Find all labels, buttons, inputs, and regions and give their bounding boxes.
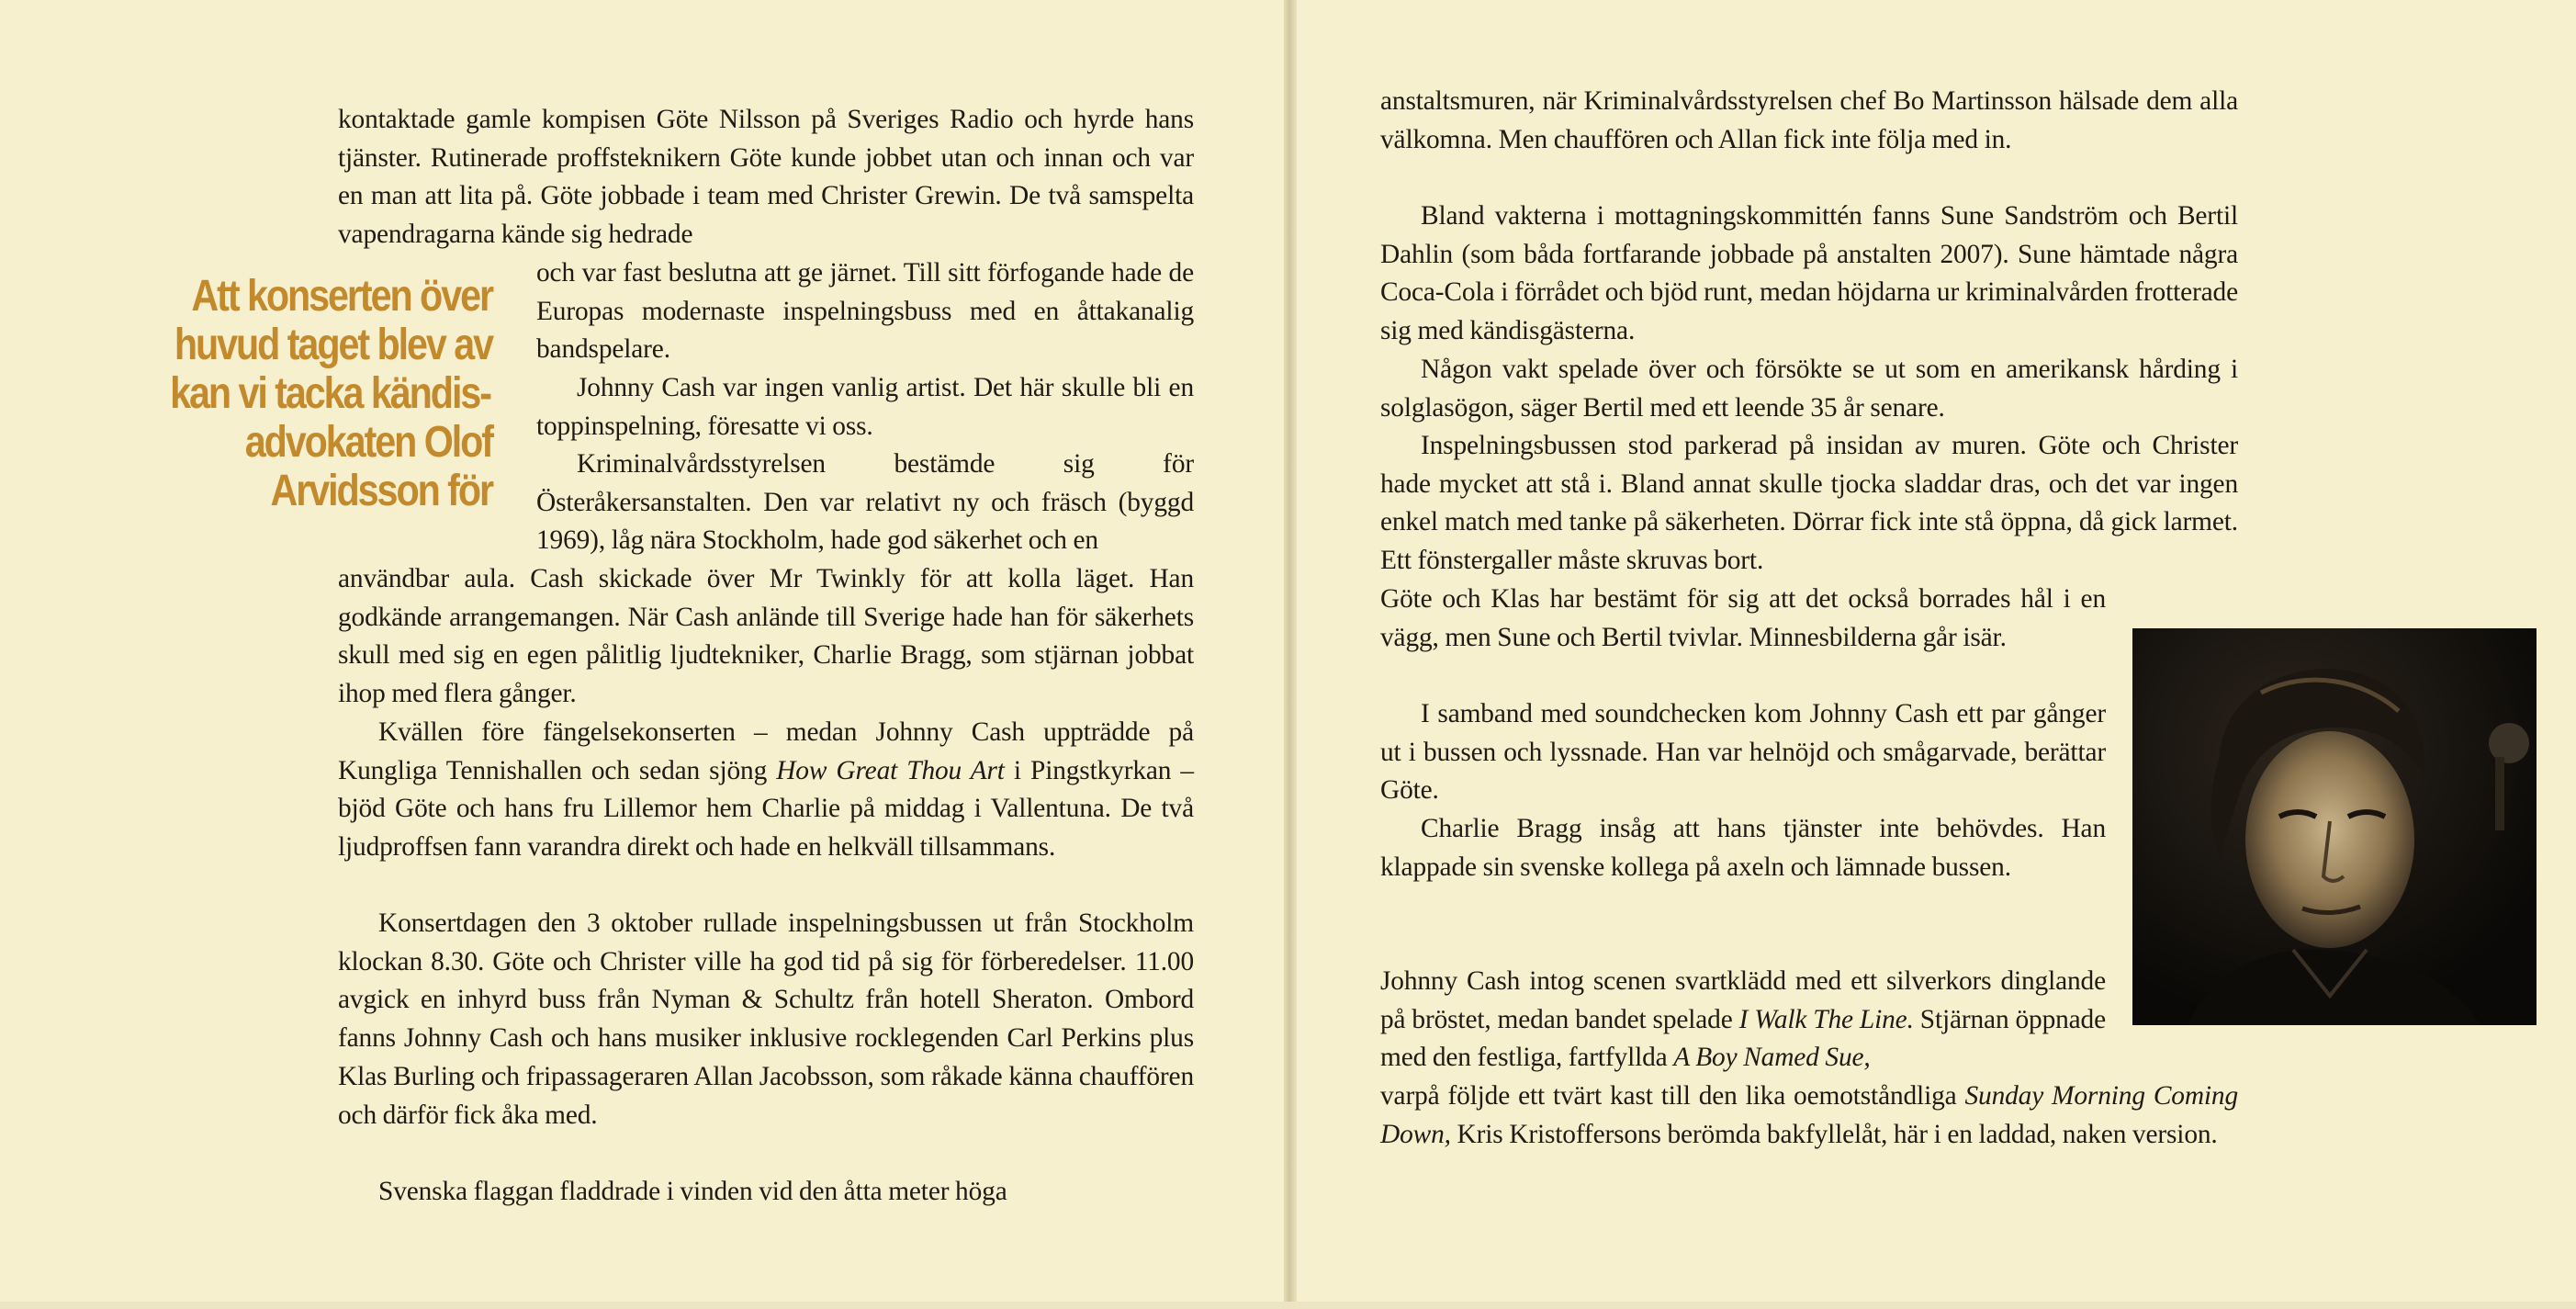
page-bottom-edge <box>0 1302 2576 1309</box>
song-title-a-boy-named-sue: A Boy Named Sue, <box>1673 1043 1871 1073</box>
pull-quote: Att konserten över huvud taget blev av kan vi tacka kändisadvokaten Olof Arvidsson för <box>170 272 492 515</box>
right-p7-text-a: Johnny Cash intog scenen svartklädd med ett silverkors dinglande på bröstet, medan bandet spelade <box>1380 966 2106 1034</box>
right-paragraph-6: Charlie Bragg insåg att hans tjänster inte behövdes. Han klappade sin svenske kollega på axeln och lämnade bussen. <box>1380 814 2106 882</box>
left-paragraph-2: Johnny Cash var ingen vanlig artist. Det här skulle bli en toppinspelning, föresatte vi oss. <box>536 373 1194 441</box>
portrait-illustration <box>2132 628 2537 1025</box>
right-p7-text-d: Kris Kristoffersons berömda bakfyllelåt, här i en laddad, naken version. <box>1457 1119 2218 1149</box>
right-p7-wide <box>1380 1078 2238 1154</box>
song-title-how-great-thou-art: How Great Thou Art <box>776 755 1005 785</box>
right-paragraph-5: I samband med soundchecken kom Johnny Cash ett par gånger ut i bussen och lyssnade. Han var helnöjd och smågarvade, berättar Göte. <box>1380 699 2106 806</box>
left-paragraph-1-top: kontaktade gamle kompisen Göte Nilsson på Sveriges Radio och hyrde hans tjänster. Rutinerade proffsteknikern Göte kunde jobbet utan och innan och var en man att lita på. Göte jobbade i team med Christer Grewin. De två samspelta vapendragarna kände sig hedrade <box>338 105 1194 250</box>
right-p7-text-b: Stjärnan öppnade med den festliga, fartfyllda <box>1380 1004 2106 1073</box>
book-gutter <box>1284 0 1297 1309</box>
right-paragraph-4-narrow: Göte och Klas har bestämt för sig att det också borrades hål i en vägg, men Sune och Bertil tvivlar. Minnesbilderna går isär. <box>1380 584 2106 652</box>
portrait-photo <box>2132 628 2537 1025</box>
right-paragraph-1: anstaltsmuren, när Kriminalvårdsstyrelsen chef Bo Martinsson hälsade dem alla välkomna. Men chauffören och Allan fick inte följa med in. <box>1380 86 2238 154</box>
song-title-sunday-morning-coming-down: Sunday Morning Coming Down, <box>1380 1081 2238 1149</box>
left-p4-text-a: Kvällen före fängelsekonserten – medan Johnny Cash uppträdde på Kungliga Tennishallen och sedan sjöng <box>338 717 1194 785</box>
right-paragraph-4: Inspelningsbussen stod parkerad på insidan av muren. Göte och Christer hade mycket att stå i. Bland annat skulle tjocka sladdar dras, och det var ingen enkel match med tanke på säkerheten. Dörrar fick inte stå öppna, då gick larmet. Ett fönstergaller måste skruvas bort. <box>1380 431 2238 576</box>
left-paragraph-3-narrow: Kriminalvårdsstyrelsen bestämde sig för Österåkersanstalten. Den var relativt ny och fräsch (byggd 1969), låg nära Stockholm, hade god säkerhet och en <box>536 449 1194 556</box>
left-paragraph-1-narrow: och var fast beslutna att ge järnet. Till sitt förfogande hade de Europas modernaste inspelningsbuss med en åttakanalig bandspelare. <box>536 258 1194 365</box>
right-p7-text-c: varpå följde ett tvärt kast till den lika oemotståndliga <box>1380 1081 1957 1112</box>
left-paragraph-6: Svenska flaggan fladdrade i vinden vid den åtta meter höga <box>378 1177 1007 1206</box>
left-paragraph-3-wide: användbar aula. Cash skickade över Mr Twinkly för att kolla läget. Han godkände arrangemangen. När Cash anlände till Sverige hade han för säkerhets skull med sig en egen pålitlig ljudtekniker, Charlie Bragg, som stjärnan jobbat ihop med flera gånger. <box>338 564 1194 709</box>
left-paragraph-5: Konsertdagen den 3 oktober rullade inspelningsbussen ut från Stockholm klockan 8.30. Göte och Christer ville ha god tid på sig för förberedelser. 11.00 avgick en inhyrd buss från Nyman & Schultz från hotell Sheraton. Ombord fanns Johnny Cash och hans musiker inklusive rocklegenden Carl Perkins plus Klas Burling och fripassageraren Allan Jacobsson, som råkade känna chauffören och därför fick åka med. <box>338 908 1194 1130</box>
song-title-i-walk-the-line: I Walk The Line. <box>1738 1004 1914 1034</box>
left-paragraph-4 <box>338 714 1194 867</box>
right-paragraph-7 <box>1380 963 2238 1155</box>
right-paragraph-2: Bland vakterna i mottagningskommittén fanns Sune Sandström och Bertil Dahlin (som båda fortfarande jobbade på anstalten 2007). Sune hämtade några Coca-Cola i förrådet och bjöd runt, medan höjdarna ur kriminalvården frotterade sig med kändisgästerna. <box>1380 201 2238 346</box>
right-p7-narrow <box>1380 963 2106 1078</box>
left-p4-text-b: i Pingstkyrkan – bjöd Göte och hans fru Lillemor hem Charlie på middag i Vallentuna. De två ljudproffsen fann varandra direkt och hade en helkväll tillsammans. <box>338 755 1194 863</box>
right-paragraph-3: Någon vakt spelade över och försökte se ut som en amerikansk hårding i solglasögon, säger Bertil med ett leende 35 år senare. <box>1380 355 2238 423</box>
